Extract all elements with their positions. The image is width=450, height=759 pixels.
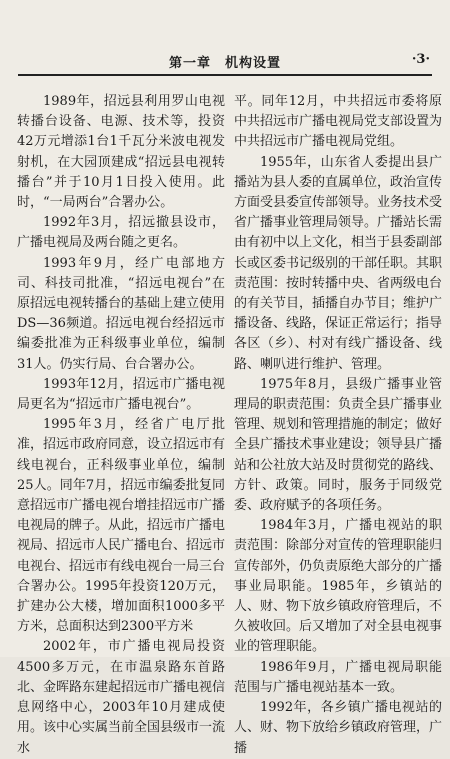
paragraph-1986: 1986年9月，广播电视局职能范围与广播电视站基本一致。	[234, 659, 442, 695]
paragraph-1993-dec: 1993年12月，招远市广播电视局更名为“招远市广播电视台”。	[17, 376, 225, 413]
paragraph-1955: 1955年，山东省人委提出县广播站为县人委的直属单位，政治宣传方面受县委宣传部领导。业务技术受省广播事业管理局领导。广播站长需由有初中以上文化，相当于县委副部长或区委书记级别的干部任职。其职责范围：按时转播中央、省两级电台的有关节目，插播自办节目；维护广播设备、线路，保证正常运行；指导各区（乡）、村对有线广播设备、线路、喇叭进行维护、管理。	[234, 154, 443, 372]
paragraph-1975: 1975年8月，县级广播事业管理局的职责范围：负责全县广播事业管理、规划和管理措施的制定；做好全县广播技术事业建设；领导县广播站和公社放大站及时贯彻党的路线、方针、政策。同时，服务于同级党委、政府赋予的各项任务。	[234, 376, 443, 514]
paragraph-1992: 1992年3月，招远撤县设市，广播电视局及两台随之更名。	[17, 215, 225, 251]
chapter-title: 第一章 机构设置	[168, 56, 281, 71]
paragraph-1992-towns: 1992年，各乡镇广播电视站的人、财、物下放给乡镇政府管理，广播	[234, 700, 443, 756]
paragraph-1984: 1984年3月，广播电视站的职责范围：除部分对宣传的管理职能归宣传部外，仍负责原绝大部分的广播事业局职能。1985年，乡镇站的人、财、物下放乡镇政府管理后，不久被收回。后又增加了对全县电视事业的管理职能。	[234, 518, 443, 655]
paragraph-1995: 1995年3月，经省广电厅批准，招远市政府同意，设立招远市有线电视台，正科级事业单位，编制25人。同年7月，招远市编委批复同意招远市广播电视台增挂招远市广播电视局的牌子。从此，招远市广播电视局、招远市人民广播电台、招远市电视台、招远市有线电视台一局三台合署办公。1995年投资120万元，扩建办公大楼，增加面积1000多平方米，总面积达到2300平方米	[17, 417, 226, 635]
paragraph-continuation: 平。同年12月，中共招远市委将原中共招远市广播电视局党支部设置为中共招远市广播电视局党组。	[234, 94, 443, 150]
page-number: ·3·	[411, 52, 430, 67]
paragraph-1989: 1989年，招远县利用罗山电视转播台设备、电源、技术等，投资42万元增添1台1千瓦分米波电视发射机，在大园顶建成“招远县电视转播台”并于10月1日投入使用。此时，“一局两台”合署办公。	[17, 94, 225, 211]
running-header	[18, 52, 432, 76]
left-column	[17, 92, 225, 759]
right-column	[234, 92, 442, 759]
paragraph-1993-sep: 1993年9月，经广电部地方司、科技司批准，“招远电视台”在原招远电视转播台的基础上建立使用DS—36频道。招远电视台经招远市编委批准为正科级事业单位，编制31人。仍实行局、台合署办公。	[17, 255, 226, 372]
paragraph-2002: 2002年，市广播电视局投资4500多万元，在市温泉路东首路北、金晖路东建起招远市广播电视信息网络中心，2003年10月建成使用。该中心实属当前全国县级市一流水	[17, 639, 226, 756]
